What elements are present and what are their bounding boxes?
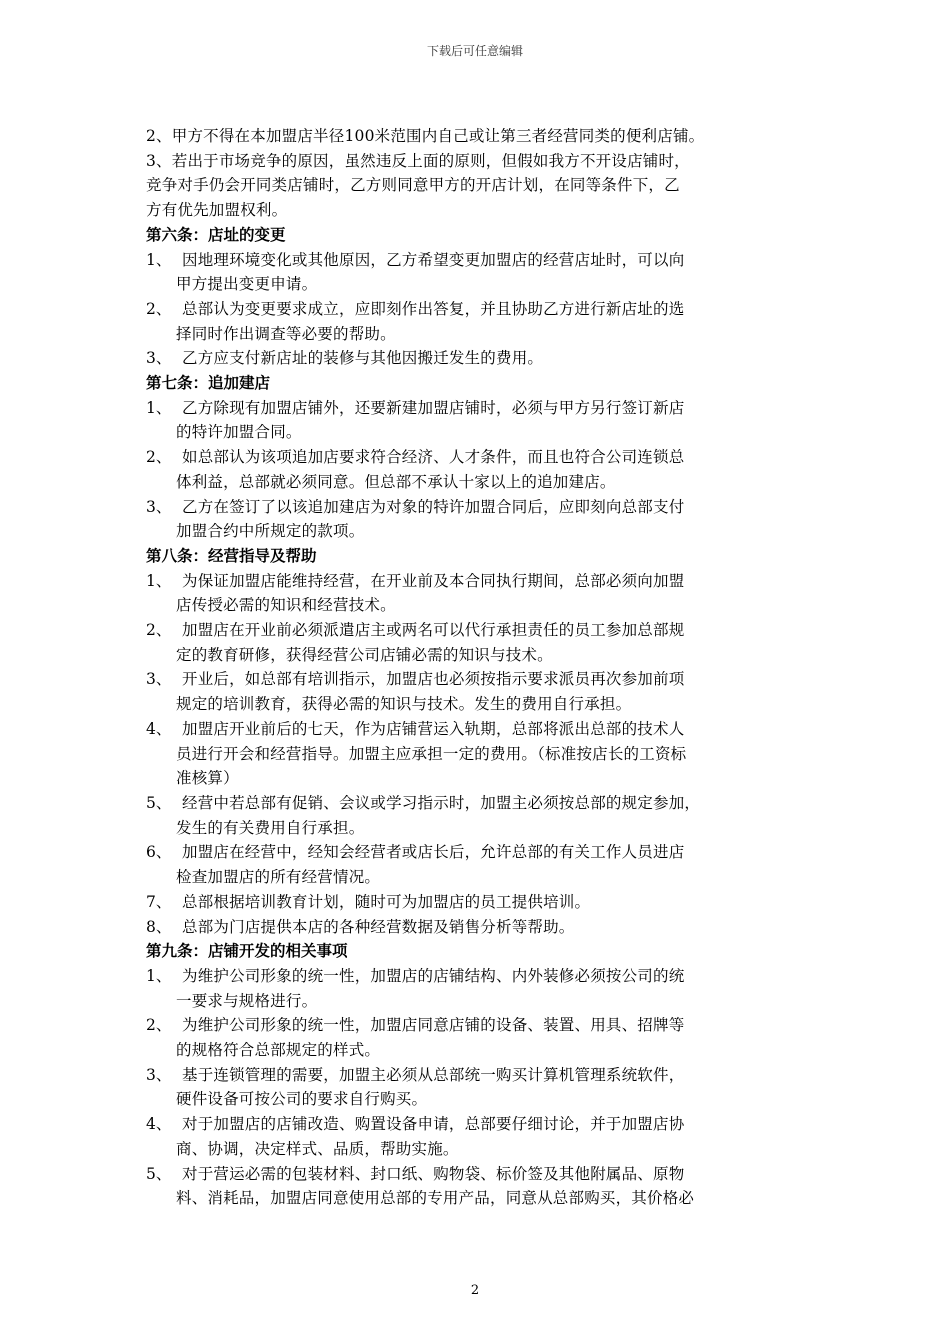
list-item-number: 5、 [146,1164,172,1183]
intro-paragraph-line: 方有优先加盟权利。 [146,201,288,220]
intro-paragraph-line: 竞争对手仍会开同类店铺时，乙方则同意甲方的开店计划，在同等条件下，乙 [146,176,680,195]
list-item [146,248,816,297]
list-item-number: 7、 [146,892,172,911]
list-item-line: 一要求与规格进行。 [176,991,318,1010]
list-item-line: 检查加盟店的所有经营情况。 [176,868,381,887]
list-item [146,445,816,494]
list-item [146,667,816,716]
list-item-text [176,791,700,840]
list-item-line: 规定的培训教育，获得必需的知识与技术。发生的费用自行承担。 [176,695,632,714]
section-heading: 第九条：店铺开发的相关事项 [146,941,348,961]
list-item-line: 对于营运必需的包装材料、封口纸、购物袋、标价签及其他附属品、原物 [182,1164,685,1183]
list-item-line: 甲方提出变更申请。 [176,275,318,294]
list-item-line: 的规格符合总部规定的样式。 [176,1041,381,1060]
list-item-text [176,495,684,544]
section-heading: 第六条：店址的变更 [146,224,286,244]
list-item-number: 1、 [146,966,172,985]
list-item-line: 的特许加盟合同。 [176,423,302,442]
list-item [146,1063,816,1112]
list-item-number: 3、 [146,1065,172,1084]
list-item-line: 体利益，总部就必须同意。但总部不承认十家以上的追加建店。 [176,472,616,491]
list-item-number: 2、 [146,448,172,467]
list-item-text [176,667,684,716]
list-item-text [176,297,684,346]
list-item [146,569,816,618]
list-item-line: 店传授必需的知识和经营技术。 [176,596,396,615]
list-item [146,1162,816,1211]
list-item-line: 硬件设备可按公司的要求自行购买。 [176,1090,428,1109]
page-header: 下载后可任意编辑 [426,44,523,58]
list-item-line: 商、协调，决定样式、品质，帮助实施。 [176,1139,459,1158]
document-body [146,124,816,1211]
list-item-text [176,396,684,445]
list-item-text [176,1162,694,1211]
list-item-number: 2、 [146,1016,172,1035]
list-item-text [176,445,684,494]
list-item-line: 准核算） [176,769,239,788]
list-item-text [176,248,684,297]
list-item [146,1013,816,1062]
section-heading: 第八条：经营指导及帮助 [146,545,317,565]
list-item-line: 加盟店在经营中，经知会经营者或店长后，允许总部的有关工作人员进店 [182,843,685,862]
list-item-number: 5、 [146,793,172,812]
list-item [146,915,816,940]
list-item [146,791,816,840]
list-item-number: 4、 [146,1115,172,1134]
list-item-line: 为维护公司形象的统一性，加盟店的店铺结构、内外装修必须按公司的统 [182,966,685,985]
list-item-line: 如总部认为该项追加店要求符合经济、人才条件，而且也符合公司连锁总 [182,448,685,467]
list-item-line: 定的教育研修，获得经营公司店铺必需的知识与技术。 [176,645,553,664]
list-item [146,297,816,346]
list-item [146,717,816,791]
list-item-text [176,569,684,618]
list-item-number: 8、 [146,917,172,936]
list-item-line: 员进行开会和经营指导。加盟主应承担一定的费用。（标准按店长的工资标 [176,744,687,763]
list-item-number: 4、 [146,719,172,738]
list-item [146,396,816,445]
list-item [146,346,816,371]
list-item-number: 2、 [146,299,172,318]
list-item-line: 料、消耗品，加盟店同意使用总部的专用产品，同意从总部购买，其价格必 [176,1189,695,1208]
list-item-line: 加盟店在开业前必须派遣店主或两名可以代行承担责任的员工参加总部规 [182,621,685,640]
list-item [146,495,816,544]
list-item-line: 乙方在签订了以该追加建店为对象的特许加盟合同后，应即刻向总部支付 [182,497,685,516]
list-item-line: 对于加盟店的店铺改造、购置设备申请，总部要仔细讨论，并于加盟店协 [182,1115,685,1134]
section-heading: 第七条：追加建店 [146,373,271,393]
list-item-text [176,717,686,791]
list-item-text [176,890,590,915]
list-item-line: 开业后，如总部有培训指示，加盟店也必须按指示要求派员再次参加前项 [182,670,685,689]
list-item-text [176,915,575,940]
list-item-line: 乙方应支付新店址的装修与其他因搬迁发生的费用。 [182,349,544,368]
list-item-number: 3、 [146,670,172,689]
list-item-number: 1、 [146,571,172,590]
list-item-line: 加盟店开业前后的七天，作为店铺营运入轨期，总部将派出总部的技术人 [182,719,685,738]
list-item [146,618,816,667]
list-item-text [176,840,684,889]
list-item-line: 总部为门店提供本店的各种经营数据及销售分析等帮助。 [182,917,575,936]
list-item [146,890,816,915]
list-item-text [176,1063,684,1112]
list-item-text [176,618,684,667]
list-item-line: 因地理环境变化或其他原因，乙方希望变更加盟店的经营店址时，可以向 [182,250,685,269]
list-item-line: 加盟合约中所规定的款项。 [176,522,365,541]
list-item-line: 择同时作出调查等必要的帮助。 [176,324,396,343]
list-item-line: 总部认为变更要求成立，应即刻作出答复，并且协助乙方进行新店址的选 [182,299,685,318]
list-item-line: 总部根据培训教育计划，随时可为加盟店的员工提供培训。 [182,892,591,911]
list-item-text [176,1013,684,1062]
list-item-number: 2、 [146,621,172,640]
list-item-number: 1、 [146,398,172,417]
list-item-number: 1、 [146,250,172,269]
list-item-number: 3、 [146,349,172,368]
list-item [146,964,816,1013]
list-item-line: 为维护公司形象的统一性，加盟店同意店铺的设备、装置、用具、招牌等 [182,1016,685,1035]
list-item-text [176,1112,684,1161]
list-item-text [176,964,684,1013]
list-item-number: 6、 [146,843,172,862]
page-number: 2 [470,1283,480,1298]
intro-paragraph-line: 2、甲方不得在本加盟店半径100米范围内自己或让第三者经营同类的便利店铺。 [146,127,705,145]
list-item-line: 发生的有关费用自行承担。 [176,818,365,837]
list-item [146,840,816,889]
intro-paragraph-line: 3、若出于市场竞争的原因，虽然违反上面的原则，但假如我方不开设店铺时， [146,151,690,170]
list-item-line: 乙方除现有加盟店铺外，还要新建加盟店铺时，必须与甲方另行签订新店 [182,398,685,417]
list-item-number: 3、 [146,497,172,516]
list-item-line: 经营中若总部有促销、会议或学习指示时，加盟主必须按总部的规定参加， [182,793,701,812]
list-item-line: 为保证加盟店能维持经营，在开业前及本合同执行期间，总部必须向加盟 [182,571,685,590]
list-item-text [176,346,543,371]
list-item [146,1112,816,1161]
list-item-line: 基于连锁管理的需要，加盟主必须从总部统一购买计算机管理系统软件， [182,1065,685,1084]
